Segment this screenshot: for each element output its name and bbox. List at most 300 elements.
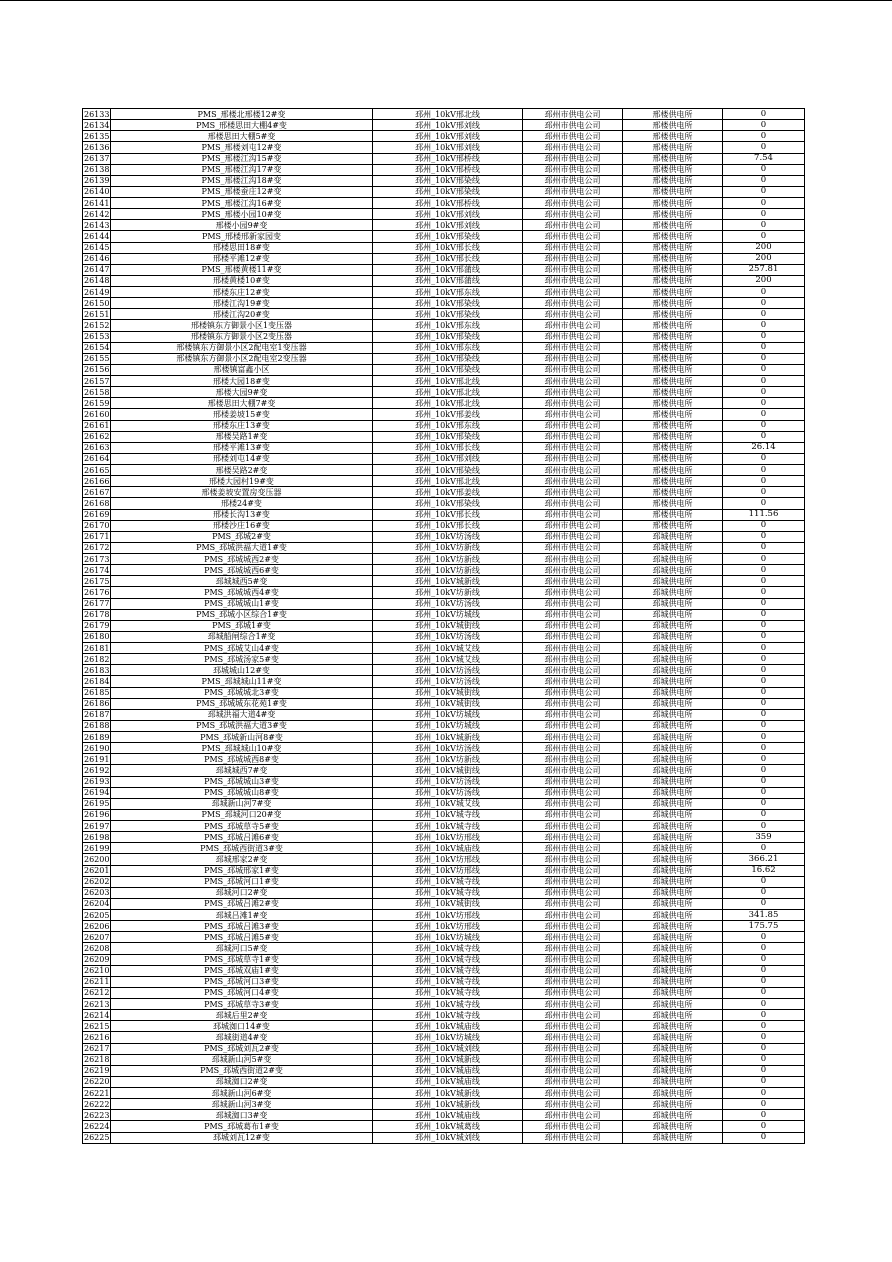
company-cell: 邳州市供电公司 <box>523 142 623 153</box>
feeder-line-cell: 邳州_10kV坊新线 <box>373 554 523 565</box>
feeder-line-cell: 邳州_10kV邢染线 <box>373 353 523 364</box>
feeder-line-cell: 邳州_10kV城寺线 <box>373 954 523 965</box>
table-row <box>83 898 805 909</box>
company-cell: 邳州市供电公司 <box>523 898 623 909</box>
row-id-cell: 26224 <box>84 1121 110 1131</box>
station-cell: 邳城供电所 <box>623 776 723 787</box>
company-cell: 邳州市供电公司 <box>523 498 623 509</box>
row-id-cell: 26152 <box>84 320 110 330</box>
transformer-name-cell: PMS_邢楼思田大棚4#变 <box>111 120 373 131</box>
company-cell: 邳州市供电公司 <box>523 131 623 142</box>
value-cell: 0 <box>723 843 805 854</box>
table-row <box>83 1099 805 1110</box>
table-row <box>83 1032 805 1043</box>
table-row <box>83 654 805 665</box>
row-id-cell: 26150 <box>84 298 110 308</box>
value-cell: 0 <box>723 231 805 242</box>
row-id-cell: 26147 <box>84 265 110 275</box>
value-cell: 0 <box>723 720 805 731</box>
transformer-name-cell: PMS_邳城刘瓦2#变 <box>111 1043 373 1054</box>
table-row <box>83 209 805 220</box>
feeder-line-cell: 邳州_10kV坊汤线 <box>373 598 523 609</box>
value-cell: 0 <box>723 1043 805 1054</box>
value-cell: 0 <box>723 620 805 631</box>
table-row <box>83 420 805 431</box>
row-id-cell: 26157 <box>84 376 110 386</box>
feeder-line-cell: 邳州_10kV城新线 <box>373 1054 523 1065</box>
row-id-cell: 26142 <box>84 209 110 219</box>
table-row <box>83 787 805 798</box>
row-id-cell: 26202 <box>84 877 110 887</box>
row-id-cell: 26159 <box>84 398 110 408</box>
value-cell: 0 <box>723 364 805 375</box>
transformer-name-cell: PMS_邳城城东花苑1#变 <box>111 698 373 709</box>
transformer-name-cell: 邳城街道4#变 <box>111 1032 373 1043</box>
value-cell: 0 <box>723 287 805 298</box>
feeder-line-cell: 邳州_10kV邢染线 <box>373 331 523 342</box>
feeder-line-cell: 邳州_10kV坊邢线 <box>373 910 523 921</box>
company-cell: 邳州市供电公司 <box>523 209 623 220</box>
table-row <box>83 965 805 976</box>
value-cell: 0 <box>723 743 805 754</box>
company-cell: 邳州市供电公司 <box>523 420 623 431</box>
company-cell: 邳州市供电公司 <box>523 1110 623 1121</box>
station-cell: 邢楼供电所 <box>623 220 723 231</box>
value-cell: 0 <box>723 1132 805 1143</box>
company-cell: 邳州市供电公司 <box>523 198 623 209</box>
value-cell: 0 <box>723 175 805 186</box>
value-cell: 0 <box>723 131 805 142</box>
row-id-cell: 26190 <box>84 743 110 753</box>
value-cell: 0 <box>723 520 805 531</box>
table-row <box>83 264 805 275</box>
station-cell: 邳城供电所 <box>623 576 723 587</box>
company-cell: 邳州市供电公司 <box>523 1076 623 1087</box>
row-id-cell: 26211 <box>84 977 110 987</box>
table-row <box>83 1065 805 1076</box>
company-cell: 邳州市供电公司 <box>523 520 623 531</box>
company-cell: 邳州市供电公司 <box>523 275 623 286</box>
company-cell: 邳州市供电公司 <box>523 253 623 264</box>
value-cell: 175.75 <box>723 921 805 932</box>
row-id-cell: 26194 <box>84 788 110 798</box>
station-cell: 邢楼供电所 <box>623 186 723 197</box>
company-cell: 邳州市供电公司 <box>523 676 623 687</box>
feeder-line-cell: 邳州_10kV邢东线 <box>373 342 523 353</box>
value-cell: 0 <box>723 376 805 387</box>
transformer-name-cell: PMS_邳城洪福大道3#变 <box>111 720 373 731</box>
company-cell: 邳州市供电公司 <box>523 921 623 932</box>
transformer-name-cell: 邢楼沙庄16#变 <box>111 520 373 531</box>
company-cell: 邳州市供电公司 <box>523 743 623 754</box>
row-id-cell: 26160 <box>84 409 110 419</box>
value-cell: 0 <box>723 109 805 120</box>
row-id-cell: 26169 <box>84 510 110 520</box>
row-id-cell: 26205 <box>84 910 110 920</box>
feeder-line-cell: 邳州_10kV城街线 <box>373 898 523 909</box>
table-row <box>83 331 805 342</box>
station-cell: 邢楼供电所 <box>623 420 723 431</box>
station-cell: 邳城供电所 <box>623 865 723 876</box>
transformer-name-cell: 邳城新山河7#变 <box>111 798 373 809</box>
value-cell: 0 <box>723 453 805 464</box>
station-cell: 邳城供电所 <box>623 932 723 943</box>
table-row <box>83 609 805 620</box>
station-cell: 邳城供电所 <box>623 798 723 809</box>
table-row <box>83 1043 805 1054</box>
transformer-name-cell: 邳城刘瓦12#变 <box>111 1132 373 1143</box>
transformer-name-cell: 邳城船闸综合1#变 <box>111 631 373 642</box>
row-id-cell: 26174 <box>84 565 110 575</box>
company-cell: 邳州市供电公司 <box>523 353 623 364</box>
transformer-name-cell: PMS_邳城城山8#变 <box>111 787 373 798</box>
station-cell: 邳城供电所 <box>623 1032 723 1043</box>
transformer-name-cell: 邢楼大园村19#变 <box>111 476 373 487</box>
row-id-cell: 26168 <box>84 498 110 508</box>
transformer-name-cell: 邳城后里2#变 <box>111 1010 373 1021</box>
transformer-name-cell: PMS_邳城城西8#变 <box>111 754 373 765</box>
feeder-line-cell: 邳州_10kV坊城线 <box>373 609 523 620</box>
value-cell: 0 <box>723 331 805 342</box>
station-cell: 邳城供电所 <box>623 787 723 798</box>
station-cell: 邢楼供电所 <box>623 298 723 309</box>
station-cell: 邢楼供电所 <box>623 142 723 153</box>
company-cell: 邳州市供电公司 <box>523 943 623 954</box>
transformer-name-cell: PMS_邳城1#变 <box>111 620 373 631</box>
transformer-name-cell: 邢楼镇东方御景小区2变压器 <box>111 331 373 342</box>
row-id-cell: 26163 <box>84 443 110 453</box>
feeder-line-cell: 邳州_10kV邢刘线 <box>373 220 523 231</box>
value-cell: 0 <box>723 431 805 442</box>
value-cell: 0 <box>723 654 805 665</box>
station-cell: 邢楼供电所 <box>623 476 723 487</box>
station-cell: 邳城供电所 <box>623 887 723 898</box>
station-cell: 邳城供电所 <box>623 765 723 776</box>
value-cell: 0 <box>723 676 805 687</box>
value-cell: 0 <box>723 965 805 976</box>
row-id-cell: 26140 <box>84 187 110 197</box>
feeder-line-cell: 邳州_10kV邢东线 <box>373 420 523 431</box>
table-row <box>83 442 805 453</box>
company-cell: 邳州市供电公司 <box>523 164 623 175</box>
table-row <box>83 231 805 242</box>
transformer-name-cell: PMS_邢楼北邢楼12#变 <box>111 109 373 120</box>
table-row <box>83 398 805 409</box>
table-row <box>83 732 805 743</box>
table-row <box>83 709 805 720</box>
value-cell: 0 <box>723 554 805 565</box>
transformer-name-cell: PMS_邳城城西2#变 <box>111 554 373 565</box>
row-id-cell: 26166 <box>84 476 110 486</box>
table-row <box>83 409 805 420</box>
company-cell: 邳州市供电公司 <box>523 1132 623 1143</box>
transformer-name-cell: 邢楼吴路1#变 <box>111 431 373 442</box>
row-id-cell: 26161 <box>84 421 110 431</box>
transformer-name-cell: 邢楼思田大棚7#变 <box>111 398 373 409</box>
company-cell: 邳州市供电公司 <box>523 1099 623 1110</box>
transformer-name-cell: PMS_邢楼刘屯12#变 <box>111 142 373 153</box>
table-row <box>83 576 805 587</box>
feeder-line-cell: 邳州_10kV坊新线 <box>373 565 523 576</box>
station-cell: 邢楼供电所 <box>623 231 723 242</box>
transformer-table <box>82 108 805 1144</box>
row-id-cell: 26225 <box>84 1133 110 1143</box>
value-cell: 0 <box>723 320 805 331</box>
transformer-name-cell: 邳城新山河3#变 <box>111 1099 373 1110</box>
value-cell: 0 <box>723 142 805 153</box>
value-cell: 0 <box>723 954 805 965</box>
row-id-cell: 26136 <box>84 142 110 152</box>
row-id-cell: 26217 <box>84 1044 110 1054</box>
row-id-cell: 26218 <box>84 1055 110 1065</box>
transformer-name-cell: PMS_邳城汤家5#变 <box>111 654 373 665</box>
feeder-line-cell: 邳州_10kV城庙线 <box>373 1021 523 1032</box>
company-cell: 邳州市供电公司 <box>523 910 623 921</box>
feeder-line-cell: 邳州_10kV坊汤线 <box>373 665 523 676</box>
row-id-cell: 26201 <box>84 866 110 876</box>
transformer-name-cell: 邢楼江沟19#变 <box>111 298 373 309</box>
transformer-name-cell: 邢楼镇富鑫小区 <box>111 364 373 375</box>
row-id-cell: 26195 <box>84 799 110 809</box>
value-cell: 0 <box>723 487 805 498</box>
value-cell: 0 <box>723 387 805 398</box>
station-cell: 邳城供电所 <box>623 531 723 542</box>
station-cell: 邳城供电所 <box>623 743 723 754</box>
station-cell: 邢楼供电所 <box>623 465 723 476</box>
transformer-name-cell: 邳城洪福大道4#变 <box>111 709 373 720</box>
transformer-name-cell: PMS_邢楼蚕庄12#变 <box>111 186 373 197</box>
row-id-cell: 26185 <box>84 688 110 698</box>
feeder-line-cell: 邳州_10kV城寺线 <box>373 1010 523 1021</box>
feeder-line-cell: 邳州_10kV邢染线 <box>373 175 523 186</box>
company-cell: 邳州市供电公司 <box>523 220 623 231</box>
row-id-cell: 26204 <box>84 899 110 909</box>
row-id-cell: 26133 <box>84 109 110 119</box>
table-row <box>83 164 805 175</box>
company-cell: 邳州市供电公司 <box>523 787 623 798</box>
company-cell: 邳州市供电公司 <box>523 1021 623 1032</box>
transformer-name-cell: PMS_邳城河口3#变 <box>111 976 373 987</box>
feeder-line-cell: 邳州_10kV坊邢线 <box>373 832 523 843</box>
station-cell: 邳城供电所 <box>623 587 723 598</box>
row-id-cell: 26191 <box>84 754 110 764</box>
feeder-line-cell: 邳州_10kV邢北线 <box>373 109 523 120</box>
transformer-name-cell: 邢楼镇东方御景小区2配电室1变压器 <box>111 342 373 353</box>
station-cell: 邢楼供电所 <box>623 109 723 120</box>
row-id-cell: 26138 <box>84 165 110 175</box>
company-cell: 邳州市供电公司 <box>523 1065 623 1076</box>
feeder-line-cell: 邳州_10kV邢刘线 <box>373 120 523 131</box>
row-id-cell: 26208 <box>84 943 110 953</box>
table-row <box>83 387 805 398</box>
station-cell: 邳城供电所 <box>623 1065 723 1076</box>
table-row <box>83 698 805 709</box>
table-row <box>83 498 805 509</box>
company-cell: 邳州市供电公司 <box>523 987 623 998</box>
feeder-line-cell: 邳州_10kV坊汤线 <box>373 631 523 642</box>
transformer-name-cell: 邢楼姜坡安置房变压器 <box>111 487 373 498</box>
station-cell: 邳城供电所 <box>623 876 723 887</box>
station-cell: 邢楼供电所 <box>623 331 723 342</box>
row-id-cell: 26203 <box>84 888 110 898</box>
row-id-cell: 26144 <box>84 231 110 241</box>
station-cell: 邢楼供电所 <box>623 387 723 398</box>
transformer-name-cell: PMS_邳城草寺3#变 <box>111 999 373 1010</box>
transformer-name-cell: 邢楼刘屯14#变 <box>111 453 373 464</box>
station-cell: 邳城供电所 <box>623 665 723 676</box>
row-id-cell: 26189 <box>84 732 110 742</box>
company-cell: 邳州市供电公司 <box>523 854 623 865</box>
row-id-cell: 26162 <box>84 432 110 442</box>
table-row <box>83 242 805 253</box>
table-row <box>83 1076 805 1087</box>
company-cell: 邳州市供电公司 <box>523 531 623 542</box>
transformer-name-cell: PMS_邳城吕滩2#变 <box>111 898 373 909</box>
value-cell: 16.62 <box>723 865 805 876</box>
table-row <box>83 376 805 387</box>
station-cell: 邢楼供电所 <box>623 131 723 142</box>
company-cell: 邳州市供电公司 <box>523 798 623 809</box>
table-row <box>83 943 805 954</box>
value-cell: 0 <box>723 1121 805 1132</box>
station-cell: 邳城供电所 <box>623 709 723 720</box>
company-cell: 邳州市供电公司 <box>523 765 623 776</box>
row-id-cell: 26155 <box>84 354 110 364</box>
transformer-name-cell: PMS_邳城洪福大道1#变 <box>111 542 373 553</box>
transformer-name-cell: PMS_邳城草寺5#变 <box>111 821 373 832</box>
company-cell: 邳州市供电公司 <box>523 631 623 642</box>
value-cell: 0 <box>723 1065 805 1076</box>
table-row <box>83 120 805 131</box>
station-cell: 邳城供电所 <box>623 720 723 731</box>
station-cell: 邳城供电所 <box>623 698 723 709</box>
company-cell: 邳州市供电公司 <box>523 175 623 186</box>
transformer-name-cell: PMS_邳城2#变 <box>111 531 373 542</box>
transformer-name-cell: PMS_邳城河口4#变 <box>111 987 373 998</box>
table-row <box>83 932 805 943</box>
company-cell: 邳州市供电公司 <box>523 331 623 342</box>
feeder-line-cell: 邳州_10kV邢蒲线 <box>373 275 523 286</box>
transformer-name-cell: 邢楼吴路2#变 <box>111 465 373 476</box>
row-id-cell: 26164 <box>84 454 110 464</box>
company-cell: 邳州市供电公司 <box>523 720 623 731</box>
transformer-name-cell: 邢楼长沟13#变 <box>111 509 373 520</box>
value-cell: 341.85 <box>723 910 805 921</box>
station-cell: 邢楼供电所 <box>623 198 723 209</box>
transformer-name-cell: 邳城新山河5#变 <box>111 1054 373 1065</box>
company-cell: 邳州市供电公司 <box>523 665 623 676</box>
company-cell: 邳州市供电公司 <box>523 387 623 398</box>
value-cell: 0 <box>723 1099 805 1110</box>
value-cell: 111.56 <box>723 509 805 520</box>
transformer-name-cell: 邢楼平滩12#变 <box>111 253 373 264</box>
station-cell: 邢楼供电所 <box>623 453 723 464</box>
value-cell: 0 <box>723 821 805 832</box>
station-cell: 邳城供电所 <box>623 910 723 921</box>
row-id-cell: 26149 <box>84 287 110 297</box>
table-row <box>83 1054 805 1065</box>
value-cell: 0 <box>723 798 805 809</box>
station-cell: 邢楼供电所 <box>623 498 723 509</box>
value-cell: 0 <box>723 698 805 709</box>
table-row <box>83 487 805 498</box>
transformer-name-cell: PMS_邳城河口20#变 <box>111 809 373 820</box>
feeder-line-cell: 邳州_10kV城刘线 <box>373 1132 523 1143</box>
table-row <box>83 465 805 476</box>
row-id-cell: 26167 <box>84 487 110 497</box>
table-row <box>83 198 805 209</box>
table-row <box>83 175 805 186</box>
value-cell: 0 <box>723 787 805 798</box>
station-cell: 邳城供电所 <box>623 976 723 987</box>
transformer-name-cell: 邳城洳口14#变 <box>111 1021 373 1032</box>
row-id-cell: 26173 <box>84 554 110 564</box>
feeder-line-cell: 邳州_10kV邢姜线 <box>373 487 523 498</box>
feeder-line-cell: 邳州_10kV邢染线 <box>373 465 523 476</box>
feeder-line-cell: 邳州_10kV邢长线 <box>373 442 523 453</box>
table-row <box>83 353 805 364</box>
company-cell: 邳州市供电公司 <box>523 965 623 976</box>
transformer-name-cell: 邳城洳口2#变 <box>111 1076 373 1087</box>
company-cell: 邳州市供电公司 <box>523 976 623 987</box>
transformer-name-cell: PMS_邢楼小园10#变 <box>111 209 373 220</box>
feeder-line-cell: 邳州_10kV城刘线 <box>373 1043 523 1054</box>
row-id-cell: 26214 <box>84 1010 110 1020</box>
feeder-line-cell: 邳州_10kV邢长线 <box>373 253 523 264</box>
row-id-cell: 26213 <box>84 999 110 1009</box>
feeder-line-cell: 邳州_10kV邢染线 <box>373 431 523 442</box>
table-row <box>83 720 805 731</box>
station-cell: 邢楼供电所 <box>623 376 723 387</box>
feeder-line-cell: 邳州_10kV城寺线 <box>373 976 523 987</box>
value-cell: 0 <box>723 476 805 487</box>
table-row <box>83 275 805 286</box>
row-id-cell: 26156 <box>84 365 110 375</box>
station-cell: 邳城供电所 <box>623 1054 723 1065</box>
table-row <box>83 364 805 375</box>
feeder-line-cell: 邳州_10kV坊城线 <box>373 1032 523 1043</box>
row-id-cell: 26134 <box>84 120 110 130</box>
station-cell: 邳城供电所 <box>623 609 723 620</box>
company-cell: 邳州市供电公司 <box>523 565 623 576</box>
table-row <box>83 954 805 965</box>
value-cell: 0 <box>723 776 805 787</box>
table-row <box>83 910 805 921</box>
transformer-name-cell: PMS_邢楼江沟16#变 <box>111 198 373 209</box>
table-row <box>83 999 805 1010</box>
value-cell: 0 <box>723 987 805 998</box>
row-id-cell: 26221 <box>84 1088 110 1098</box>
feeder-line-cell: 邳州_10kV邢长线 <box>373 520 523 531</box>
company-cell: 邳州市供电公司 <box>523 287 623 298</box>
company-cell: 邳州市供电公司 <box>523 186 623 197</box>
feeder-line-cell: 邳州_10kV坊新线 <box>373 587 523 598</box>
station-cell: 邳城供电所 <box>623 565 723 576</box>
row-id-cell: 26165 <box>84 465 110 475</box>
company-cell: 邳州市供电公司 <box>523 876 623 887</box>
table-row <box>83 821 805 832</box>
company-cell: 邳州市供电公司 <box>523 453 623 464</box>
station-cell: 邳城供电所 <box>623 687 723 698</box>
feeder-line-cell: 邳州_10kV城庙线 <box>373 843 523 854</box>
table-row <box>83 131 805 142</box>
company-cell: 邳州市供电公司 <box>523 732 623 743</box>
company-cell: 邳州市供电公司 <box>523 364 623 375</box>
company-cell: 邳州市供电公司 <box>523 754 623 765</box>
table-row <box>83 631 805 642</box>
company-cell: 邳州市供电公司 <box>523 1010 623 1021</box>
value-cell: 359 <box>723 832 805 843</box>
